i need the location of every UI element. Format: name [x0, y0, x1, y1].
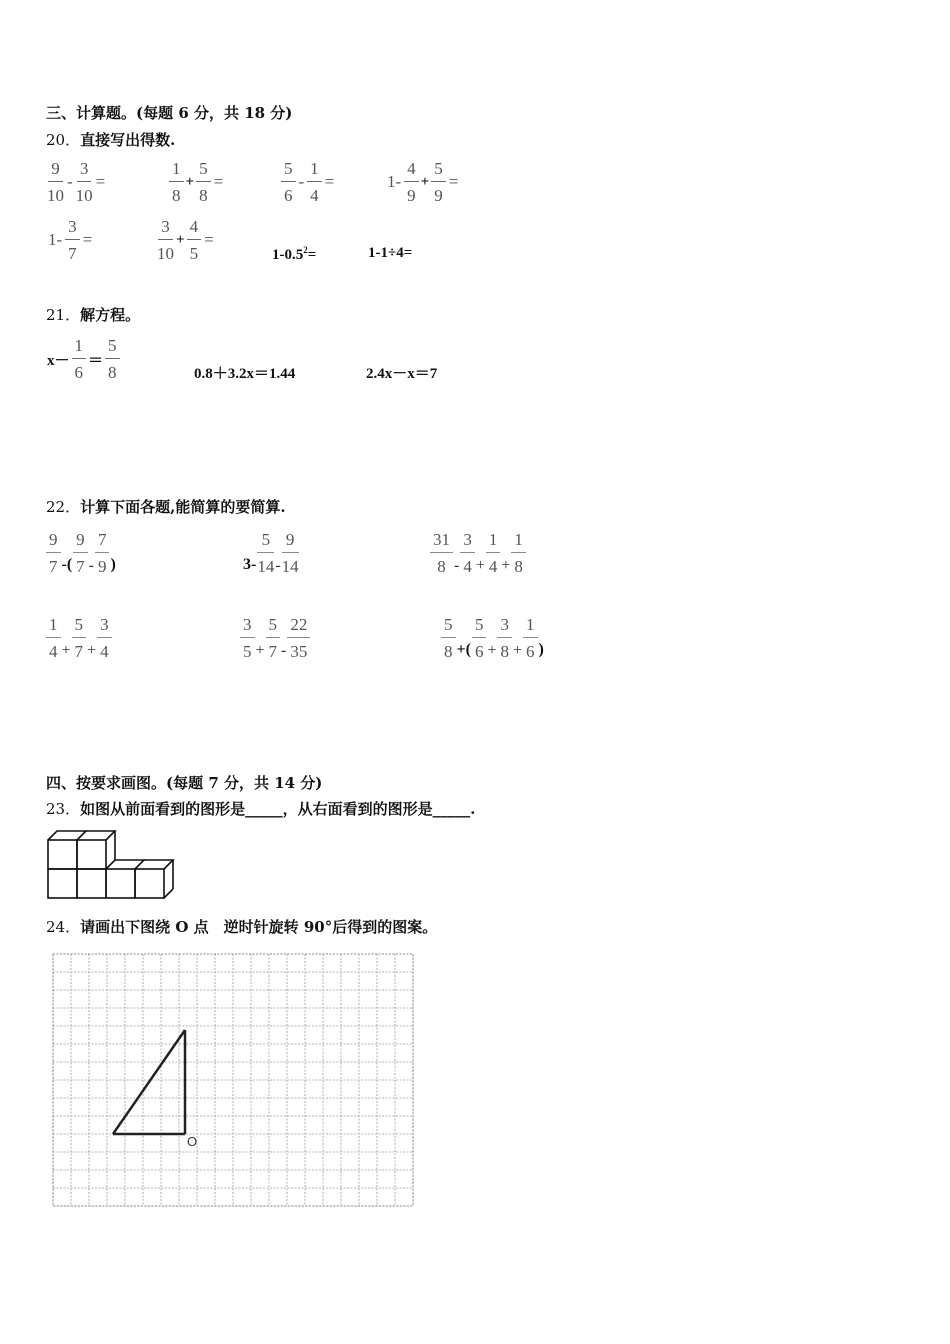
rotation-point-label: O [187, 1134, 198, 1149]
question-21 [46, 304, 140, 325]
fraction: $\frac{9}{14}$ [281, 530, 299, 576]
fraction: $\frac{3}{4}$ [97, 616, 112, 660]
triangle-shape [113, 1030, 185, 1134]
rotation-grid [52, 948, 416, 1210]
q22-item-b: 3- $\frac{5}{14}$ - $\frac{9}{14}$ [243, 530, 299, 576]
fraction: $\frac{1}{4}$ [307, 160, 322, 204]
question-text: 解方程。 [80, 306, 141, 324]
question-23 [46, 798, 475, 819]
fraction: $\frac{3}{8}$ [497, 616, 512, 660]
q20-item-c: $\frac{5}{6}$ - $\frac{1}{4}$ = [280, 160, 336, 204]
fraction: $\frac{5}{8}$ [441, 616, 456, 660]
q22-item-e: $\frac{3}{5}$ + $\frac{5}{7}$ - $\frac{22}{35}$ [240, 616, 310, 660]
q21-item-a: x－ $\frac{1}{6}$ ＝ $\frac{5}{8}$ [46, 337, 121, 381]
fraction: $\frac{1}{6}$ [72, 337, 87, 381]
fraction: $\frac{3}{10}$ [157, 217, 174, 263]
q22-item-d: $\frac{1}{4}$ + $\frac{5}{7}$ + $\frac{3}{4}$ [46, 616, 112, 660]
fraction: $\frac{9}{10}$ [47, 159, 64, 205]
section-4-title: 四、按要求画图。(每题 7 分，共 14 分) [46, 774, 323, 792]
fraction: $\frac{1}{6}$ [523, 616, 538, 660]
question-number: 24． [46, 918, 81, 936]
fraction: $\frac{5}{8}$ [105, 337, 120, 381]
q22-item-c: $\frac{31}{8}$ - $\frac{3}{4}$ + $\frac{1}{4}$ + $\frac{1}{8}$ [430, 531, 526, 575]
question-text: 计算下面各题,能简算的要简算. [80, 498, 286, 516]
q22-item-f: $\frac{5}{8}$ +( $\frac{5}{6}$ + $\frac{3}{8}$ + $\frac{1}{6}$ ) [441, 616, 545, 660]
fraction: $\frac{9}{7}$ [73, 531, 88, 575]
q20-item-h: 1-1÷4= [368, 245, 413, 261]
question-text: 如图从前面看到的图形是_____，从右面看到的图形是_____. [80, 800, 476, 818]
q20-item-e: 1- $\frac{3}{7}$ = [48, 217, 93, 263]
fraction: $\frac{5}{6}$ [281, 160, 296, 204]
question-22 [46, 496, 286, 517]
question-number: 22． [46, 498, 81, 516]
q20-item-d: 1- $\frac{4}{9}$ + $\frac{5}{9}$ = [387, 159, 459, 205]
fraction: $\frac{5}{14}$ [257, 530, 275, 576]
q21-item-b: 0.8＋3.2x＝1.44 [194, 366, 296, 382]
section-3-title: 三、计算题。(每题 6 分，共 18 分) [46, 104, 293, 122]
fraction: $\frac{31}{8}$ [430, 531, 453, 575]
question-24 [46, 916, 437, 937]
fraction: $\frac{5}{9}$ [431, 160, 446, 204]
question-text: 直接写出得数. [80, 131, 176, 149]
q20-item-b: $\frac{1}{8}$ + $\frac{5}{8}$ = [168, 160, 225, 204]
fraction: $\frac{3}{10}$ [75, 159, 93, 205]
fraction: $\frac{3}{5}$ [240, 616, 255, 660]
fraction: $\frac{1}{8}$ [511, 531, 526, 575]
q20-item-g: $1-0.5^2=$ [272, 245, 317, 263]
fraction: $\frac{1}{4}$ [486, 531, 501, 575]
question-20 [46, 129, 175, 150]
fraction: $\frac{1}{4}$ [46, 616, 61, 660]
q20-item-a: $\frac{9}{10}$ - $\frac{3}{10}$ = [47, 159, 106, 205]
fraction: $\frac{5}{6}$ [472, 616, 487, 660]
fraction: $\frac{3}{4}$ [460, 531, 475, 575]
fraction: $\frac{22}{35}$ [287, 616, 310, 660]
q21-item-c: 2.4x－x＝7 [366, 366, 438, 382]
q22-item-a: $\frac{9}{7}$ -( $\frac{9}{7}$ - $\frac{7}{9}$ ) [46, 531, 117, 575]
fraction: $\frac{3}{7}$ [65, 218, 80, 262]
question-number: 21． [46, 306, 81, 324]
question-number: 23． [46, 800, 81, 818]
question-number: 20． [46, 131, 81, 149]
fraction: $\frac{5}{8}$ [196, 160, 211, 204]
cube-figure [44, 826, 179, 902]
fraction: $\frac{7}{9}$ [95, 531, 110, 575]
fraction: $\frac{4}{9}$ [404, 160, 419, 204]
fraction: $\frac{4}{5}$ [187, 218, 202, 262]
q20-item-f: $\frac{3}{10}$ + $\frac{4}{5}$ = [157, 217, 214, 263]
fraction: $\frac{9}{7}$ [46, 531, 61, 575]
question-text: 请画出下图绕 O 点 逆时针旋转 90°后得到的图案。 [80, 918, 438, 936]
fraction: $\frac{5}{7}$ [72, 616, 87, 660]
fraction: $\frac{1}{8}$ [169, 160, 184, 204]
fraction: $\frac{5}{7}$ [266, 616, 281, 660]
